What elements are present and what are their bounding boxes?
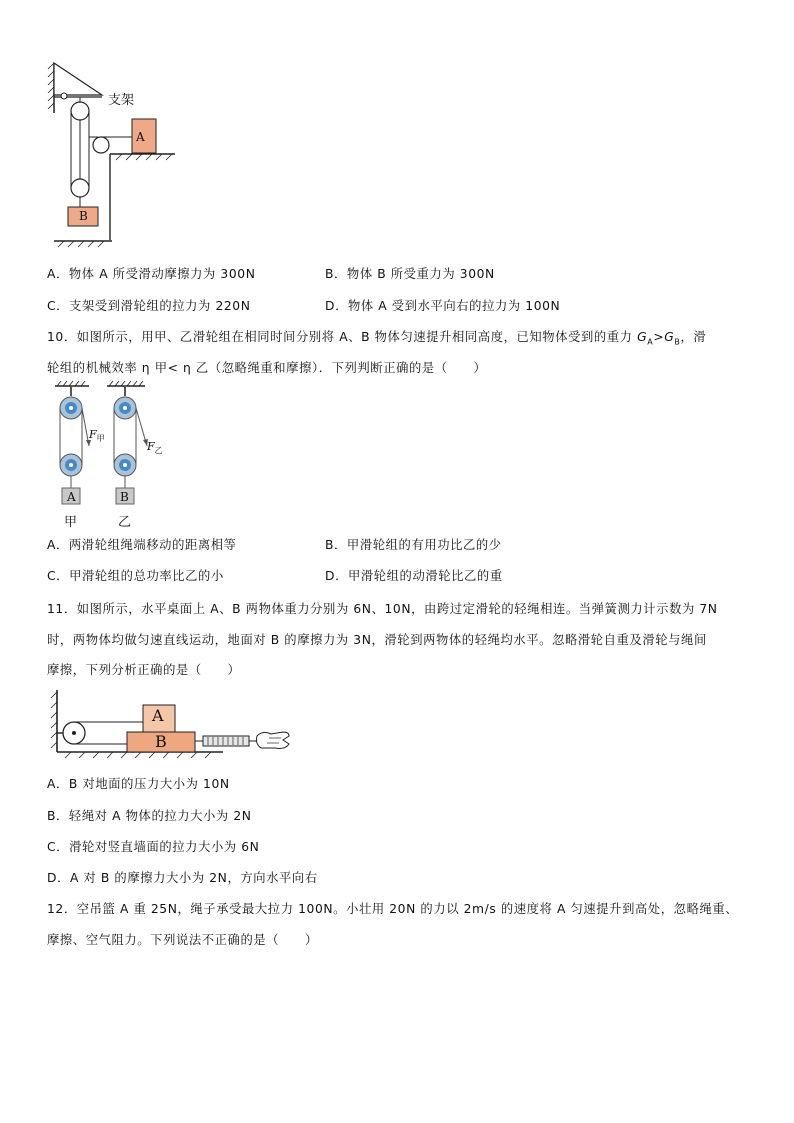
q11-stem-line-1: 11．如图所示，水平桌面上 A、B 两物体重力分别为 6N、10N，由跨过定滑轮的轻绳相连。当弹簧测力计示数为 7N — [47, 602, 718, 616]
force-yi-f: F — [147, 440, 155, 453]
force-jia-f: F — [89, 428, 97, 441]
force-jia-label — [89, 428, 105, 444]
bracket-label: 支架 — [108, 93, 135, 108]
q12-stem-line-2: 摩擦、空气阻力。下列说法不正确的是（ ） — [47, 933, 318, 947]
label-jia: 甲 — [64, 515, 78, 530]
formula-g: G — [637, 330, 648, 344]
q12-stem-line-1: 12．空吊篮 A 重 25N，绳子承受最大拉力 100N。小壮用 20N 的力以 2m/s 的速度将 A 匀速提升到高处，忽略绳重、 — [47, 902, 739, 916]
q10-stem-tail: ，滑 — [680, 330, 707, 344]
q11-figure — [45, 688, 290, 758]
q11-stem-line-2: 时，两物体均做匀速直线运动，地面对 B 的摩擦力为 3N，滑轮到两物体的轻绳均水平。忽略滑轮自重及滑轮与绳间 — [47, 633, 707, 647]
q10-option-c: C．甲滑轮组的总功率比乙的小 — [47, 569, 224, 583]
label-yi: 乙 — [118, 515, 132, 530]
formula-sub-b: B — [674, 337, 681, 347]
force-yi-sub: 乙 — [154, 446, 163, 456]
q11-option-d: D．A 对 B 的摩擦力大小为 2N，方向水平向右 — [47, 871, 318, 885]
q9-figure — [40, 55, 190, 250]
q9-option-d: D．物体 A 受到水平向右的拉力为 100N — [325, 299, 561, 313]
q10-stem-line-1 — [47, 327, 706, 346]
block-b-label: B — [79, 209, 88, 223]
q9-option-c: C．支架受到滑轮组的拉力为 220N — [47, 299, 251, 313]
force-yi-label — [147, 440, 163, 456]
q10-figure — [45, 380, 185, 530]
q10-option-d: D．甲滑轮组的动滑轮比乙的重 — [325, 569, 503, 583]
force-jia-sub: 甲 — [96, 434, 105, 444]
formula-gt: > — [653, 330, 665, 344]
q11-option-b: B．轻绳对 A 物体的拉力大小为 2N — [47, 809, 252, 823]
q9-option-b: B．物体 B 所受重力为 300N — [325, 267, 495, 281]
block-a-label-q10: A — [67, 490, 76, 504]
q10-stem-text: 10．如图所示，用甲、乙滑轮组在相同时间分别将 A、B 物体匀速提升相同高度，已知物体受到的重力 — [47, 330, 638, 344]
formula-g-2: G — [664, 330, 675, 344]
block-a-label-q11: A — [152, 706, 164, 725]
q11-stem-line-3: 摩擦，下列分析正确的是（ ） — [47, 663, 241, 677]
q10-option-b: B．甲滑轮组的有用功比乙的少 — [325, 538, 502, 552]
block-a-label: A — [136, 130, 145, 144]
q10-stem-line-2: 轮组的机械效率 η 甲< η 乙（忽略绳重和摩擦）．下列判断正确的是（ ） — [47, 361, 487, 375]
q9-option-a: A．物体 A 所受滑动摩擦力为 300N — [47, 267, 256, 281]
block-b-label-q10: B — [120, 490, 129, 504]
formula-sub-a: A — [647, 337, 654, 347]
q11-option-c: C．滑轮对竖直墙面的拉力大小为 6N — [47, 840, 260, 854]
block-b-label-q11: B — [155, 732, 167, 751]
q11-option-a: A．B 对地面的压力大小为 10N — [47, 777, 230, 791]
q10-option-a: A．两滑轮组绳端移动的距离相等 — [47, 538, 237, 552]
